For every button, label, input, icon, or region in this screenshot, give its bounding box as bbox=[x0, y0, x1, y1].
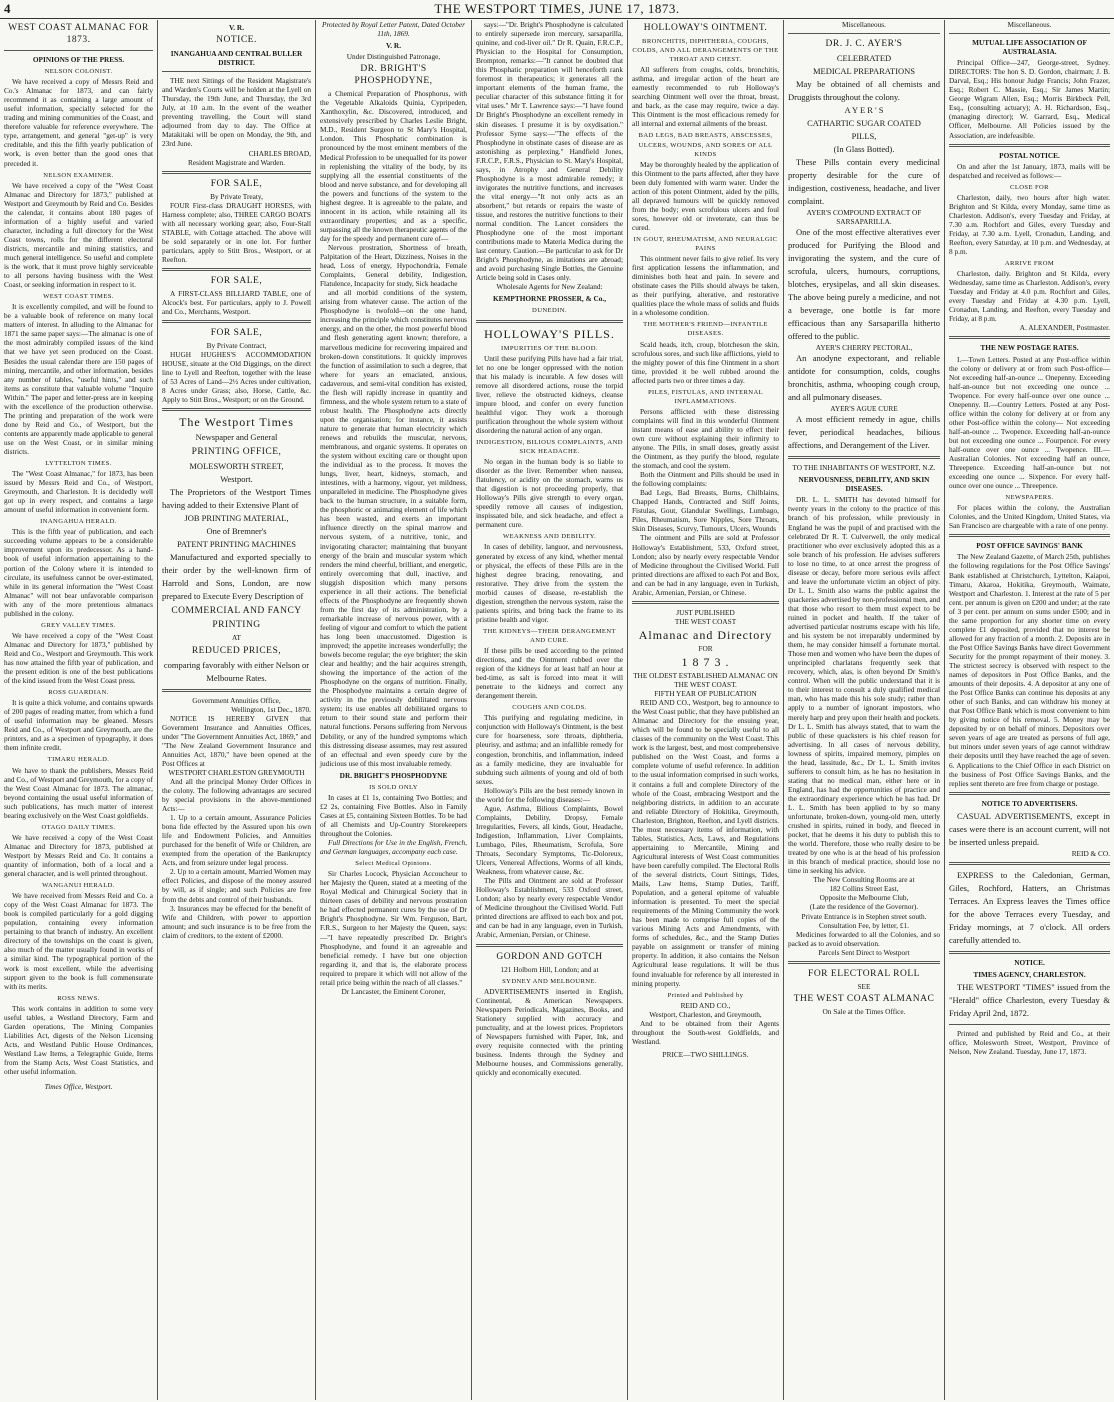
press-source: TIMARU HERALD. bbox=[47, 756, 110, 764]
newspapers-text: For places within the colony, the Australian Colonies, and the United Kingdom, United States, via San Francisco are chargeable with a rate of one penny. bbox=[949, 503, 1110, 531]
press-quote: We have received a copy of the "West Coast Almanac and Directory for 1873," published by Reid and Co., Westport and Greymouth. This work has now attained the fifth year of publication, and the present edition is one of the best publications of the kind issued from the West Coast press. bbox=[4, 630, 153, 686]
press-source: ROSS NEWS. bbox=[57, 994, 100, 1002]
sale-text: FOUR First-class DRAUGHT HORSES, with Harness complete; also, THREE CARGO BOATS with all necessary working gear; also, Four-Stall STABLE, with Cottage attached. The above will be sold separately or in one lot. For further particulars, apply to Stitt Bros., Westport, or at Reefton. bbox=[162, 200, 311, 264]
printing-at: AT bbox=[232, 633, 241, 643]
notice-district: INANGAHUA AND CENTRAL BULLER DISTRICT. bbox=[170, 49, 303, 68]
opinions-heading: Select Medical Opinions. bbox=[355, 860, 432, 868]
press-source: LYTTELTON TIMES. bbox=[45, 460, 112, 468]
almanac-just: JUST PUBLISHED bbox=[676, 607, 735, 617]
ointment-title: HOLLOWAY'S OINTMENT. bbox=[643, 23, 768, 33]
press-quote: We have to thank the publishers, Messrs Reid and Co., of Westport and Greymouth, for a copy of the West Coast Almanac for 1873. The almanac, beyond containing the usual useful information of such publications, has much matter of interest bearing exclusively on the West Coast goldfields. bbox=[4, 765, 153, 820]
ayer-sarsaparilla: AYER'S COMPOUND EXTRACT OF SARSAPARILLA. bbox=[806, 208, 922, 227]
ayer-medical: MEDICAL PREPARATIONS bbox=[812, 66, 916, 77]
sale-title: FOR SALE, bbox=[210, 328, 263, 339]
gordon-gotch-addr2: SYDNEY AND MELBOURNE. bbox=[502, 977, 597, 985]
column-holloway-ointment bbox=[628, 20, 783, 1400]
vr-mark: V. R. bbox=[385, 41, 402, 51]
press-quote: This is the fifth year of publication, and each succeeding volume appears to be a considerable improvement upon its predecessor. As a hand-book of useful information appertaining to the portion of the Colony where it is intended to circulate, its usefulness cannot be over-estimated, while in its general information the "West Coast Almanac" will not bear unfavorable comparison with any of the more pretentious almanacs published in the colony. bbox=[4, 527, 153, 618]
press-quote: It is quite a thick volume, and contains upwards of 200 pages of reading matter, from which a fund of useful information may be gleaned. Messrs Reid and Co., of Westport and Greymouth, are the printers, and as a specimen of typography, it does them infinite credit. bbox=[4, 698, 153, 753]
express-text: EXPRESS to the Caledonian, German, Giles, Rochford, Hatters, an Christmas Terraces. An Express leaves the Times office for the above Terraces every Tuesday, and Friday mornings, at 7 o'clock. All orders carefully attended to. bbox=[949, 869, 1110, 945]
smith-title: TO THE INHABITANTS OF WESTPORT, N.Z. bbox=[792, 463, 936, 473]
almanac-fifth: FIFTH YEAR OF PUBLICATION bbox=[654, 689, 757, 699]
pills-list-intro: Holloway's Pills are the best remedy known in the world for the following diseases:— bbox=[476, 785, 623, 804]
patronage: Under Distinguished Patronage, bbox=[346, 52, 441, 62]
ointment-text: All sufferers from coughs, colds, bronchitis, asthma, and irregular action of the heart are earnestly recommended to rub Holloway's searching Ointment well over the throat, breast, and back, as the case may require, twice a day. This Ointment is the most efficacious remedy for all internal and external ailments of the breast. bbox=[632, 65, 779, 129]
printing-compare: comparing favorably with either Nelson or Melbourne Rates. bbox=[163, 659, 310, 683]
printing-town: Westport. bbox=[220, 474, 253, 485]
postal-text: On and after the 1st January, 1873, mails will be despatched and received as follows:— bbox=[949, 161, 1110, 180]
sale-title: FOR SALE, bbox=[210, 178, 263, 189]
close-text: Charleston, daily, two hours after high water. Brighton and St Kilda, every Monday, same time as Charleston. Addison's, every Tuesday and Friday, at 7.30 a.m. Rochfort and Giles, every Tuesday and Friday, at 7.30 a.m. Lyell, Cronadun, Landing, and Reefton, every Saturday, at 10 p.m. and Wednesday, at 8 p.m. bbox=[949, 192, 1110, 257]
ayer-name: DR. J. C. AYER'S bbox=[825, 39, 903, 50]
printing-reduced: REDUCED PRICES, bbox=[191, 645, 282, 656]
printing-commercial: COMMERCIAL AND FANCY bbox=[171, 606, 302, 617]
ayer-text: May be obtained of all chemists and Druggists throughout the colony. bbox=[788, 79, 940, 103]
notice-role: Resident Magistrate and Warden. bbox=[188, 157, 285, 167]
ointment-text: Scald heads, itch, croup, blotcheson the skin, scrofulous sores, and such like afflictions, yield to the mighty power of this fine Ointment in a short time, provided it be well rubbed around the affected parts two or three times a day. bbox=[632, 339, 779, 385]
column-ayer-smith bbox=[784, 20, 944, 1400]
gov-text: And all the principal Money Order Offices in the colony. The following advantages are secured by special provisions in the above-mentioned Acts:— bbox=[162, 776, 311, 814]
ointment-text: This ointment never fails to give relief. Its very first application lessens the inflammation, and diminishes both heat and pain. In severe and obstinate cases the Pills should always be taken, as their purifying, alterative, and restorative qualities place the whole mass of solids and fluids in a wholesome condition. bbox=[632, 254, 779, 318]
press-source: OTAGO DAILY TIMES. bbox=[41, 823, 116, 831]
ayer-celebrated: CELEBRATED bbox=[836, 53, 892, 64]
smith-rooms: The New Consulting Rooms are at bbox=[813, 875, 915, 885]
sold-sub: IS SOLD ONLY bbox=[369, 783, 418, 791]
gov-title: Government Annuities Office, bbox=[192, 695, 281, 705]
almanac-text: And to be obtained from their Agents throughout the South-west Goldfields, and Westland. bbox=[632, 1018, 779, 1046]
gordon-gotch-text: ADVERTISEMENTS inserted in English, Continental, & American Newspapers. Newspapers Periodicals, Magazines, Books, and Stationery supplied with accuracy and punctuality, and at the lowest prices. Proprietors of Newspapers furnished with Paper, Ink, and every requisite connected with the printing business. Indents through the Sydney and Melbourne houses, and Commissions generally, quickly and economically executed. bbox=[476, 986, 623, 1078]
postmaster: A. ALEXANDER, Postmaster. bbox=[1019, 323, 1110, 333]
press-source: WEST COAST TIMES. bbox=[43, 293, 114, 301]
printing-printing: PRINTING bbox=[212, 620, 261, 631]
almanac-year: 1 8 7 3 . bbox=[681, 654, 730, 669]
column-phosphodyne bbox=[316, 20, 471, 1400]
almanac-printed: Printed and Published by bbox=[667, 991, 744, 999]
phosphodyne-title: DR. BRIGHT'S PHOSPHODYNE, bbox=[354, 64, 433, 87]
advertisers-signature: REID & CO. bbox=[1071, 848, 1110, 858]
ointment-text: May be thoroughly healed by the application of this Ointment to the parts affected, after they have been duly fomented with warm water. Under the action of this potent Ointment, aided by the pills, all depraved humours will be quickly removed from the body; even scrofulous ulcers and foul sores, however old or inveterate, can thus be cured. bbox=[632, 159, 779, 232]
advertisers-title: NOTICE TO ADVERTISERS. bbox=[981, 798, 1078, 808]
smith-late: (Late the residence of the Governor). bbox=[809, 902, 919, 912]
gordon-gotch-title: GORDON AND GOTCH bbox=[496, 951, 603, 962]
notice-title: NOTICE. bbox=[1014, 957, 1045, 967]
almanac-text: REID AND CO., Westport, beg to announce to the West Coast public, that they have published an Almanac and Directory for the ensuing year, which will be found to be specially useful to all classes of the community on the West Coast. This work is the largest, best, and most comprehensive published on the West Coast, and forms a complete volume of useful reference. In addition to the usual information comprised in such works, it contains a full and complete Directory of the whole of the Coast, embracing Westport and the neighboring districts, in addition to an accurate and reliable Directory of Hokitika, Greymouth, Charleston, Brighton, Reefton, and Lyell districts. The most necessary items of information, with Tables, Statistics, Acts, Laws, and Regulations appertaining to Mercantile, Mining and Agricultural interests of West Coast communities have been carefully compiled. The Electoral Rolls of the several districts, Court Sittings, Tides, Mails, Law Items, Stamp Duties, Tariff, Population, and a general epitome of valuable information is presented. To meet the special requirements of the Mining Community the work has been made to comprise full copies of the various Mining Acts and Amendments, with forms of schedules, &c., and the Stamp Duties payable on assignment or transfer of mining property. In addition, it also contains the Nelson Agricultural lease regulations. It will be thus found invaluable for reference by all interested in mining property. bbox=[632, 698, 780, 988]
almanac-title: Almanac and Directory bbox=[638, 627, 773, 642]
smith-text: DR. L. L. SMITH has devoted himself for twenty years in the colony to the practice of this branch of his profession, while previously in England he was the pupil of and practised with the celebrated Dr R. T. Culverwell, the only medical practitioner who ever exclusively adopted this as a sole branch of his profession. He advises sufferers to lose no time, to at once arrest the progress of disease or decay, before more serious evils affect and leave the unfortunate victim an object of pity. Dr L. L. Smith also warns the public against the quackeries advertised by non-professional men, and that those who resort to them must expect to be ruined in pocket and health. If the taker of advertised particular nostrums escape with his life, and his system be not irreparably undermined by them, he may consider himself a fortunate mortal. Those men and women who have been the dupes of unprincipled charlatans frequently seek that recovery, which, alas, is often beyond Dr Smith's control. When will the public understand that it is to their interest to consult a duly qualified medical man, who has made this his sole study; rather than apply to a number of ignorant impostors, who merely harp and prey upon their health and pockets. Dr L. L. Smith has always stated, that to warn the public of these quacksters is his chief reason for advertising. In all cases of nervous debility, lowness of spirits, impaired memory, pimples on the head, lassitude, &c., Dr L. L. Smith invites sufferers to consult him, as he has no hesitation in stating that no medical man, either here or in England, has had the opportunities of practice and the extraordinary experience which he has had. Dr L. L. Smith has been applied to by so many unfortunate, broken-down, young-old men, utterly crushed in spirits, ruined in body, and fleeced in pocket, that he deems it his duty to publish this to the world. Therefore, those who really desire to be treated by one who is at the head of his profession in this branch of medical practice, should lose no time in seeking his advice. bbox=[788, 495, 940, 876]
printing-job: JOB PRINTING MATERIAL, bbox=[184, 513, 289, 524]
press-subheading: OPINIONS OF THE PRESS. bbox=[32, 55, 125, 64]
ointment-section: BAD LEGS, BAD BREASTS, ABSCESSES, ULCERS, WOUNDS, AND SORES OF ALL KINDS bbox=[638, 132, 773, 158]
patent-line: Protected by Royal Letter Patent, Dated October 11th, 1869. bbox=[322, 20, 465, 39]
mutual-title: MUTUAL LIFE ASSOCIATION OF AUSTRALASIA. bbox=[972, 38, 1087, 57]
press-quote: It is excellently compiled, and will be found to be a valuable book of reference on many local matters of interest. In alluding to the Almanac for 1871 the same paper says:—The almanac is one of the most admirably compiled issues of the kind that we have yet seen produced on the Coast. Besides the usual calendar there are 150 pages of mining, mercantile, and other information, besides any number of tables, "useful hints," and such items as constitute that valuable volume "Inquire Within." The paper and letter-press are in keeping with the excellence of the production otherwise. The printing and preparation of the work were done by Reid and Co., of Westport, but the contents are apparently made applicable to general use on the West Coast, or in similar mining districts. bbox=[4, 302, 153, 456]
press-source: GREY VALLEY TIMES. bbox=[41, 621, 116, 629]
arrive-title: ARRIVE FROM bbox=[1004, 260, 1055, 268]
pills-text: No organ in the human body is so liable to disorder as the liver. Remember when nausea, flatulency, or acidity on the stomach, warns us that digestion is not proceeding properly, that Holloway's Pills give strength to every organ, speedily remove all causes of indigestion, inspissated bile, and sick headache, and effect a permanent cure. bbox=[476, 457, 623, 530]
ointment-text: Persons afflicted with these distressing complaints will find in this wonderful Ointment instant means of ease and ability to effect their own cure without explaining their infirmity to anyone. The Pills, in small doses, greatly assist the Ointment, as they purify the blood, regulate the stomach, and cool the system. bbox=[632, 406, 779, 471]
advertisers-text: CASUAL ADVERTISEMENTS, except in cases were there is an account current, will not be inserted unless prepaid. bbox=[949, 810, 1110, 847]
ointment-text: Both the Ointment and Pills should be used in the following complaints: bbox=[632, 470, 779, 489]
rates-text: I.—Town Letters. Posted at any Post-office within the colony or delivery at or from such Post-office— Not exceeding half-an-ounce ... Onepenny. Exceeding half-an-ounce but not exceeding one ounce ... Twopence. For every half-ounce over one ounce ... Onepenny. II.—Country Letters. Posted at any Post-office within the colony for delivery at or from any other Post-office within the colony— Not exceeding half-an-ounce ... Twopence. Exceeding half-an-ounce but not exceeding one ounce ... Fourpence. For every half-ounce over one ounce ... Twopence. III.—Australian Colonies. Not exceeding half an ounce, Threepence. Exceeding half-an-ounce but not exceeding one ounce ... Sixpence. For every half-ounce over one ounce ... Threepence. bbox=[949, 354, 1110, 491]
phosphodyne-text: a Chemical Preparation of Phosphorus, with the Vegetable Alkaloids Quinia, Cypripeden, Xanthoxylin, &c. Discovered, introduced, and extensively prescribed by Charles Leslie Bright, M.D., Resident Surgeon to St Mary's Hospital, London. This Phosphatic combination is pronounced by the most eminent members of the Medical Profession to be unequalled for its power in replenishing the vitality of the body, by its supplying all the essential constituents of the blood and nerve substance, and for developing all the powers and functions of the system to the highest degree. It is agreeable to the palate, and innocent in its action, while retaining all its extraordinary properties; and as a specific, surpassing all the known therapeutic agents of the day for the speedy and permanent cure of— bbox=[320, 89, 467, 243]
phosphodyne-ailments: Nervous prostration, Shortness of breath, Palpitation of the Heart, Dizziness, Noises in the head, Loss of energy, Hypochondria, Female Complaints, General debility, Indigestion, Flatulence, Incapacity for study, Sick headache bbox=[320, 242, 467, 289]
printing-one: One of Bremner's bbox=[206, 526, 267, 537]
pills-section: INDIGESTION, BILIOUS COMPLAINTS, AND SICK HEADACHE. bbox=[476, 438, 623, 456]
column-footer: Times Office, Westport. bbox=[44, 1082, 113, 1092]
printing-text: The Proprietors of the Westport Times having added to their Extensive Plant of bbox=[162, 487, 311, 511]
column-notices bbox=[158, 20, 315, 1400]
sale-text: A FIRST-CLASS BILLIARD TABLE, one of Alcock's best. For particulars, apply to J. Powell and Co., Merchants, Westport. bbox=[162, 288, 311, 317]
agents-label: Wholesale Agents for New Zealand: bbox=[496, 282, 603, 292]
smith-opp: Opposite the Melbourne Club, bbox=[819, 893, 909, 903]
misc-head: Miscellaneous. bbox=[1007, 20, 1052, 29]
ointment-text: The ointment and Pills are sold at Professor Holloway's Establishment, 533, Oxford street, London; also by nearly every respectable Vendor of Medicine throughout the Civilised World. Full printed directions are affixed to each Pot and Box, and can be had in any language, even in Turkish, Arabic, Armenian, Persian, or Chinese. bbox=[632, 533, 779, 597]
opinions-text: Sir Charles Locock, Physician Accoucheur to her Majesty the Queen, stated at a meeting of the Royal Medical and Chirurgical Society that in thirteen cases of debility and nervous prostration he had effected permanent cures by the use of Dr Bright's Phosphodyne. Sir Wm. Ferguson, Bart, F.R.S., Surgeon to her Majesty the Queen, says:—"I have repeatedly prescribed Dr. Bright's Phosphodyne, and found it an agreeable and beneficial remedy. I have but one objection regarding it, and that is, the elaborate process required to prepare it which will not allow of the retail price being within the reach of all classes." bbox=[320, 869, 467, 987]
sale-title: FOR SALE, bbox=[210, 275, 263, 286]
ointment-section: PILES, FISTULAS, AND INTERNAL INFLAMMATIONS. bbox=[647, 388, 764, 405]
ayer-ayers: A Y E R ' S bbox=[844, 105, 884, 116]
ointment-section: BRONCHITIS, DIPHTHERIA, COUGHS, COLDS, AND ALL DERANGEMENTS OF THE THROAT AND CHEST. bbox=[632, 38, 779, 64]
gov-item: 1. Up to a certain amount, Assurance Policies bona fide effected by the Assured upon his own life and Endowment Policies, and Annuities purchased for the benefit of Wife or Children, are exempted from the operation of the Bankruptcy Acts, and from seizure under legal process. bbox=[162, 813, 311, 868]
roll-sale: On Sale at the Times Office. bbox=[822, 1006, 906, 1016]
masthead bbox=[0, 0, 1114, 19]
sale-sub: By Private Treaty, bbox=[210, 191, 263, 201]
smith-entrance: Private Entrance is in Stephen street south. bbox=[801, 911, 927, 921]
press-quote: We have received from Messrs Reid and Co. a copy of the West Coast Almanac for 1873. The book is compiled particularly for a gold digging population, containing every information pertaining to that branch of industry. An excellent directory of the townships on the coast is given, also much of the matter usually found in works of a similar kind. The typographical portion of the work is most excellent, while the advertising support given to the book is full commensurate with its merits. bbox=[4, 891, 153, 991]
gov-item: 3. Insurances may be effected for the benefit of Wife and Children, with power to apportion amount; and such insurance is to be free from the claim of creditors, to the extent of £2000. bbox=[162, 903, 311, 940]
agents-town: DUNEDIN. bbox=[532, 307, 567, 315]
ayer-ague: AYER'S AGUE CURE bbox=[830, 404, 898, 414]
ointment-section: IN GOUT, RHEUMATISM, AND NEURALGIC PAINS bbox=[633, 235, 778, 253]
column-holloway-pills bbox=[472, 20, 627, 1400]
pills-list: Ague, Asthma, Bilious Complaints, Bowel Complaints, Debility, Dropsy, Female Irregularities, Fevers, all kinds, Gout, Headache, Indigestion, Inflammation, Liver Complaints, Lumbago, Piles, Rheumatism, Scrofula, Sore Throats, Secondary Symptoms, Tic-Doloreux, Ulcers, Venereal Affections, Worms of all kinds, Weakness, from whatever cause, &c. bbox=[476, 803, 623, 877]
notice-title: NOTICE. bbox=[216, 35, 257, 46]
press-source: INANGAHUA HERALD. bbox=[40, 518, 117, 526]
column-footer: Dr Lancaster, the Eminent Coroner, bbox=[341, 986, 446, 996]
ayer-text: A most efficient remedy in ague, chills fever, periodical headaches, bilious affections, and Derangement of the Liver. bbox=[788, 414, 940, 451]
pills-section: WEAKNESS AND DEBILITY. bbox=[502, 533, 597, 541]
mutual-text: Principal Office—247, George-street, Sydney. DIRECTORS: The hon S. D. Gordon, chairman; J. B. Darval, Esq.; His honour Judge Francis; John Frazer, Esq.; Robert C. Massie, Esq.; Sir James Martin; George Wigram Allen, Esq.; Morris Birkbeck Pell, Esq., (consulting actuary); A. H. Richardson, Esq., (managing director); W. Garrard, Esq., Medical Officer, Melbourne. All Policies issued by the Association, are indefeasible. bbox=[949, 58, 1110, 140]
smith-fee: Consultation Fee, by letter, £1. bbox=[819, 920, 909, 930]
directions: Full Directions for Use in the English, French, and German languages, accompany each case. bbox=[320, 838, 467, 857]
ayer-cathartic: CATHARTIC SUGAR COATED bbox=[807, 118, 921, 129]
press-quote: We have received a copy of Messrs Reid and Co.'s Almanac for 1873, and can fairly recommend it as containing a large amount of useful information, specially selected for the trading and mining communities of the Coast, and therefore valuable for reference everywhere. The type, arrangement, and general "get-up" is very creditable, and this the fifth yearly publication of work, is even better than the good ones that preceded it. bbox=[4, 77, 153, 168]
agents-name: KEMPTHORNE PROSSER, & Co., bbox=[492, 294, 607, 304]
almanac-wc: THE WEST COAST bbox=[674, 616, 737, 626]
newspapers-title: NEWSPAPERS. bbox=[1005, 494, 1054, 502]
pills-section: THE KIDNEYS—THEIR DERANGEMENT AND CURE. bbox=[483, 627, 616, 644]
rates-title: THE NEW POSTAGE RATES. bbox=[980, 343, 1079, 353]
press-source: NELSON COLONIST. bbox=[44, 68, 113, 76]
roll-title: FOR ELECTORAL ROLL bbox=[808, 968, 920, 979]
imprint: Printed and published by Reid and Co., at their office, Molesworth Street, Westport, Province of Nelson, New Zealand. Tuesday, June 17, 1873. bbox=[949, 1028, 1110, 1056]
ayer-bottled: (In Glass Botted). bbox=[833, 144, 895, 155]
press-source: NELSON EXAMINER. bbox=[43, 171, 114, 179]
press-source: ROSS GUARDIAN. bbox=[48, 689, 109, 697]
notice-text: THE next Sittings of the Resident Magistrate's and Warden's Courts will be holden at the Lyell on Thursday, the 19th June, and Thursday, the 3rd July, at 10 a.m. In the event of the weather preventing travelling, the Court will stand adjourned from day to day. The Office at Matakitaki will be open on Monday, the 9th, and 23rd June. bbox=[162, 76, 311, 149]
sold-text: In cases at £1 1s, containing Two Bottles; and £2 2s, containing Five Bottles. Also in Family Cases at £5, containing Sixteen Bottles. To be had of all Chemists and Up-Country Storekeepers throughout the Colonies. bbox=[320, 792, 467, 838]
smith-addr: 182 Collins Street East, bbox=[829, 884, 899, 894]
page-number: 4 bbox=[4, 1, 11, 16]
almanac-for: FOR bbox=[698, 643, 713, 653]
phosphodyne-text: and all morbid conditions of the system, arising from whatever cause. The action of the Phosphodyne is twofold—on the one hand, increasing the principle which constitutes nervous energy, and on the other, the most powerful blood and flesh generating agent known; therefore, a marvellous medicine for recovering impaired and broken-down constitutions. It quickly improves the function of assimilation to such a degree, that where for years an emaciated, anxious, cadaverous, and semi-vital condition has existed, the flesh will rapidly increase in quantity and firmness, and the whole system return to a state of robust health. The Phosphodyne acts directly upon the organisation; for instance, it assists nature to generate that human electricity which renews and rebuilds the muscular, nervous, membranous, and organic systems. It operates on the system without exciting care or thought upon the individual as to the process. It moves the lungs, liver, heart, kidneys, stomach, and intestines, with a harmony, vigour, yet mildness, unparalleled in medicine. The Phosphodyne gives back to the human structure, in a suitable form, the phosphoric or animating element of life which has been wasted, and exerts an important influence directly on the spinal marrow and nervous system, of a nutritive, tonic, and invigorating character; maintaining that buoyant energy of the brain and muscular system which renders the mind cheerful, brilliant, and energetic, entirely overcoming that dull, inactive, and sluggish disposition which many persons experience in all their actions. The beneficial effects of the Phosphodyne are frequently shown from the first day of its administration, by a remarkable increase of nervous power, with a feeling of vigour and comfort to which the patient has long been unaccustomed. Digestion is improved; the appetite increases wonderfully; the bowels become regular; the eye brighter; the skin clear and healthy; and the hair acquires strength, showing the importance of the action of the Phosphodyne on the organs of nutrition. Finally, the Phosphodyne maintains a certain degree of activity in the previously debilitated nervous system; its use enables all debilitated organs to return to their sound state and perform their natural functions. Persons suffering from Nervous Debility, or any of the hundred symptoms which this distressing disease assumes, may rest assured of an effectual and even speedy cure by the judicious use of this most invaluable remedy. bbox=[320, 288, 467, 768]
gov-text: NOTICE IS HEREBY GIVEN that Government Insurance and Annuities Offices, under "The Government Annuities Act, 1869," and "The New Zealand Government Insurance and Annuities Act, 1870," have been opened at the Post Offices at bbox=[162, 713, 311, 768]
press-quote: We have received a copy of the West Coast Almanac and Directory for 1873, published at Westport by Messrs Reid and Co. It contains a quantity of information, both of a local and a general character, and is well printed throughout. bbox=[4, 832, 153, 879]
printing-sub: Newspaper and General bbox=[195, 432, 278, 443]
printing-patent: PATENT PRINTING MACHINES bbox=[176, 539, 296, 550]
notice-signature: CHARLES BROAD, bbox=[248, 148, 311, 158]
pills-text: The Pills and Ointment are sold at Professor Holloway's Establishment, 533 Oxford street, London; also by nearly every respectable Vendor of Medicine throughout the Civilised World. Full printed directions are affixed to each box and pot, and can be had in any language, even in Turkish, Arabic, Armenian, Persian, or Chinese. bbox=[476, 876, 623, 940]
ayer-text: These Pills contain every medicinal property desirable for the cure of indigestion, costiveness, headache, and liver complaint. bbox=[788, 157, 940, 207]
pills-section: COUGHS AND COLDS. bbox=[512, 704, 587, 712]
close-title: CLOSE FOR bbox=[1010, 183, 1049, 191]
pills-text: Until these purifying Pills have had a fair trial, let no one be longer oppressed with the notion that his malady is incurable. A few doses will remove all disordered actions, rouse the torpid liver, relieve the obstructed kidneys, cleanse impure blood, and confer on every function healthful vigor. They work a thorough purification throughout the whole system without disordering the natural action of any organ. bbox=[476, 353, 623, 435]
misc-head: Miscellaneous. bbox=[842, 20, 886, 29]
phosphodyne-cont: says:—"Dr. Bright's Phosphodyne is calculated to entirely supersede iron mercury, sarsaparilla, quinine, and cod-liver oil." Dr R. Quain, F.R.C.P., Physician to the Hospital for Consumption, Brompton, remarks:—"It cannot be doubted that this Phosphatic preparation will henceforth rank foremost in therapeutics; it generates all the important elements of the human frame, the peculiar character of this substance fitting it for vital uses." Mr T. Lawrence says:—"I have found Dr Bright's Phosphodyne an excellent remedy in skin diseases. I presume it is by oxydisation." Professor Syme says:—"The effects of the Phosphodyne in obstinate cases of disease are as astonishing as perplexing." Handfield Jones, F.R.C.P., F.R.S., Physician to St. Mary's Hospital, says, in Atrophy and General Debility Phosphodyne is a most admirable remedy; it invigorates the nutritive functions, and increases the vital energy—"It not only acts as an absorbent," but retards or repairs the waste of tissue, and restores the nutritive functions to their normal condition. The Lancet considers the Phosphodyne one of the most important contributions made to Materia Medica during the last century. Caution.—Be particular to ask for Dr Bright's Phosphodyne, as imitations are abroad; and avoid purchasing Single Bottles, the Genuine Article being sold in Cases only. bbox=[476, 20, 623, 283]
press-quote: We have received a copy of the "West Coast Almanac and Directory for 1873," published at Westport and Greymouth by Reid and Co. Besides the calendar, it contains about 180 pages of information of a highly useful and varied character, including a full directory for the West Coast towns, rolls for the different electoral districts, mercantile and mining statistics, and much general intelligence. So useful and complete is the work, that it must prove highly serviceable to all persons having business with the West Coast, or seeking information in respect to it. bbox=[4, 180, 153, 290]
agency-title: TIMES AGENCY, CHARLESTON. bbox=[973, 969, 1086, 979]
press-quote: The "West Coast Almanac," for 1873, has been issued by Messrs Reid and Co., of Westport, Greymouth, and Charleston. It is decidedly well got up in every respect, and contains a large amount of useful information in convenient form. bbox=[4, 469, 153, 515]
ointment-list: Bad Legs, Bad Breasts, Burns, Chilblains, Chapped Hands, Contracted and Stiff Joints, Fistulas, Gout, Glandular Swellings, Lumbago, Piles, Rheumatism, Sore Nipples, Sore Throats, Skin Diseases, Scurvy, Tumours, Ulcers, Wounds bbox=[632, 488, 779, 534]
agency-text: THE WESTPORT "TIMES" issued from the "Herald" office Charleston, every Tuesday & Friday April 2nd, 1872. bbox=[949, 981, 1110, 1018]
arrive-text: Charleston, daily. Brighton and St Kilda, every Wednesday, same time as Charleston. Addison's, every Tuesday and Friday at 4.0 p.m. Rochfort and Giles, every Tuesday and Friday at 4.30 p.m. Lyell, Cronadun, Landing, and Reefton, every Tuesday and Friday, at 8 p.m. bbox=[949, 269, 1110, 324]
almanac-heading: WEST COAST ALMANAC FOR 1873. bbox=[8, 23, 149, 45]
savings-text: The New Zealand Gazette, of March 25th, publishes the following regulations for the Post Office Savings' Bank established at Christchurch, Lyttelton, Kaiapoi, Timaru, Akaroa, Hokitika, Greymouth, Waimate, Westport and Charleston. 1. Interest at the rate of 5 per cent. per annum is given on £200 and under; at the rate of 3 per cent. per annum on sums under £500; and in the same proportion for any shorter time on every complete £1 deposited, provided that no interest be allowed for any fraction of a month. 2. Deposits are in the Post Office Savings Banks have direct Government Security for the prompt repayment of their money. 3. The strictest secrecy is observed with respect to the names of depositors in Post Office Banks, and the amounts of their deposits. 4. A depositor at any one of the Post Office Banks can continue his deposits at any other of such Banks, and can withdraw his money at that Post Office Bank which is most convenient to him by giving notice of his removal. 5. Money may be deposited by or on behalf of minors. Depositors over seven years of age are treated as persons of full age, but minors under seven years of age cannot withdraw their deposits until they have reached the age of seven. 6. Applications to the Chief Office in each District on the business of Post Office Savings Banks, and the replies sent thereto are free from charge or postage. bbox=[949, 552, 1110, 788]
ayer-text: One of the most effective alteratives ever produced for Purifying the Blood and invigorating the system, and the cure of scrofula, ulcers, humours, corruptions, blotches, erysipelas, and all skin diseases. The above being purely a medicine, and not a beverage, one bottle is far more efficacious than any Sarsaparilla hitherto offered to the public. bbox=[788, 227, 940, 342]
ointment-section: THE MOTHER'S FRIEND—INFANTILE DISEASES. bbox=[643, 321, 768, 338]
printing-office-title: The Westport Times bbox=[179, 415, 294, 430]
gov-date: Wellington, 1st Dec., 1870. bbox=[231, 704, 311, 714]
pills-text: If these pills be used according to the printed directions, and the Ointment rubbed over the region of the kidneys for at least half an hour at bed-time, as salt is forced into meat it will penetrate to the kidneys and correct any derangement therein. bbox=[476, 646, 623, 701]
printing-street: MOLESWORTH STREET, bbox=[189, 461, 284, 472]
smith-parcels: Parcels Sent Direct to Westport bbox=[818, 947, 910, 957]
sold-heading: DR. BRIGHT'S PHOSPHODYNE bbox=[339, 770, 448, 780]
gov-towns: WESTPORT CHARLESTON GREYMOUTH bbox=[168, 767, 305, 777]
printing-office: PRINTING OFFICE, bbox=[191, 447, 282, 458]
roll-almanac: THE WEST COAST ALMANAC bbox=[793, 993, 935, 1004]
sale-sub: By Private Contract, bbox=[206, 341, 267, 351]
smith-text: Medicines forwarded to all the Colonies, and so packed as to avoid observation. bbox=[788, 929, 940, 948]
newspaper-title: THE WESTPORT TIMES, JUNE 17, 1873. bbox=[434, 1, 680, 16]
press-source: WANGANUI HERALD. bbox=[42, 882, 115, 890]
smith-sub: NERVOUSNESS, DEBILITY, AND SKIN DISEASES. bbox=[798, 475, 930, 494]
printing-order: Manufactured and exported specially to their order by the well-known firm of Harrold and Sons, London, are now prepared to Execute Every Description of bbox=[162, 552, 311, 602]
press-quote: This work contains in addition to some very useful tables, a Westland Directory, Farm and Garden operations, The Mining Companies Liabilities Act, digests of the Nelson Licensing Acts, and Westland Public House Ordinances, Westland Law Items, a Telegraphic Guide, Items from the Stamp Acts, West Coast Statistics, and other useful information. bbox=[4, 1003, 153, 1077]
gordon-gotch-addr: 121 Holborn Hill, London; and at bbox=[500, 964, 599, 974]
pills-text: In cases of debility, languor, and nervousness, generated by excess of any kind, whether mental or physical, the effects of these Pills are in the highest degree bracing, renovating, and restorative. They drive from the system the morbid causes of disease, re-establish the digestion, strengthen the nervous system, raise the patients spirits, and bring back the frame to its pristine health and vigor. bbox=[476, 542, 623, 624]
savings-title: POST OFFICE SAVINGS' BANK bbox=[976, 541, 1083, 551]
roll-see: SEE bbox=[857, 981, 871, 991]
gov-item: 2. Up to a certain amount, Married Women may effect Policies, and dispose of the money assured by will, as if single; and such Policies are free from the debts and control of their husbands. bbox=[162, 867, 311, 904]
column-postal-notices bbox=[945, 20, 1114, 1400]
vr-mark: V. R. bbox=[228, 23, 245, 32]
ayer-pills: PILLS, bbox=[851, 131, 877, 142]
almanac-oldest: THE OLDEST ESTABLISHED ALMANAC ON THE WEST COAST. bbox=[633, 670, 778, 689]
ayer-cherry: AYER'S CHERRY PECTORAL, bbox=[815, 343, 913, 353]
pills-section: IMPURITIES OF THE BLOOD. bbox=[500, 344, 599, 352]
ayer-text: An anodyne expectorant, and reliable antidote for consumption, colds, coughs bronchitis, asthma, whooping cough croup, and all pulmonary diseases. bbox=[788, 353, 940, 403]
column-almanac-press bbox=[0, 20, 157, 1400]
sale-text: HUGH HUGHES'S ACCOMMODATION HOUSE, situate at the Old Diggings, on the direct line to Lyell and Reefton, together with the lease of 53 Acres of Land—2½ Acres under cultivation, 8 Acres under Grass; also, Horse, Cattle, &c. Apply to Stitt Bros., Westport; or on the Ground. bbox=[162, 350, 311, 405]
pills-text: This purifying and regulating medicine, in conjunction with Holloway's Ointment, is the best cure for hoarseness, sore throats, diphtheria, pleurisy, and asthma; and an infallible remedy for congestion, bronchitis, and inflammation, indeed as a family medicine, they are invaluable for subduing such ailments of young and old of both sexes. bbox=[476, 713, 623, 786]
postal-title: POSTAL NOTICE. bbox=[999, 150, 1060, 160]
pills-title: HOLLOWAY'S PILLS. bbox=[484, 326, 615, 341]
almanac-publisher: REID AND CO., bbox=[680, 1000, 731, 1010]
almanac-towns: Westport, Charleston, and Greymouth, bbox=[649, 1009, 762, 1019]
almanac-price: PRICE—TWO SHILLINGS. bbox=[662, 1049, 749, 1059]
